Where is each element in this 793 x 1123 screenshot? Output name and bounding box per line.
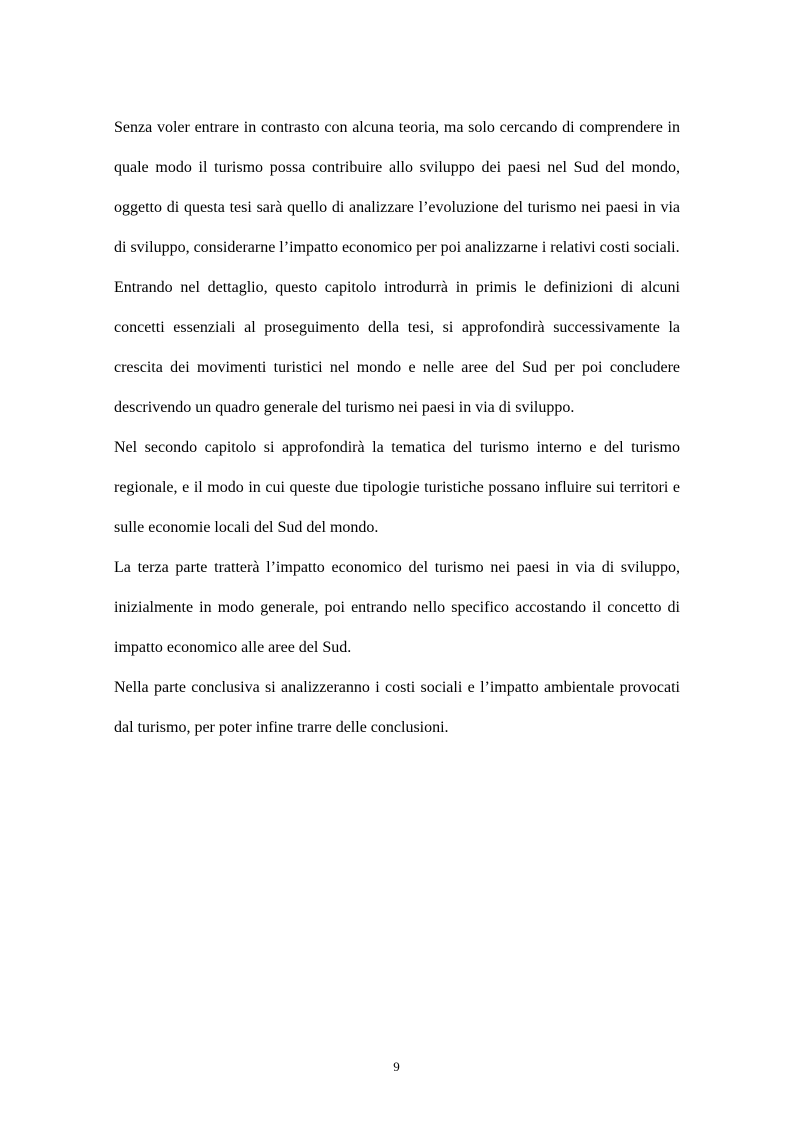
paragraph-chapter-one: Entrando nel dettaglio, questo capitolo introdurrà in primis le definizioni di alcuni concetti essenziali al proseguimento della tesi, si approfondirà successivamente la crescita dei movimenti turistici nel mondo e nelle aree del Sud per poi concludere descrivendo un quadro generale del turismo nei paesi in via di sviluppo. — [114, 279, 680, 416]
body-text — [114, 108, 680, 748]
paragraph-chapter-three: La terza parte tratterà l’impatto economico del turismo nei paesi in via di sviluppo, inizialmente in modo generale, poi entrando nello specifico accostando il concetto di impatto economico alle aree del Sud. — [114, 559, 680, 656]
page-number: 9 — [393, 1059, 400, 1074]
paragraph-intro: Senza voler entrare in contrasto con alcuna teoria, ma solo cercando di comprendere in quale modo il turismo possa contribuire allo sviluppo dei paesi nel Sud del mondo, oggetto di questa tesi sarà quello di analizzare l’evoluzione del turismo nei paesi in via di sviluppo, considerarne l’impatto economico per poi analizzarne i relativi costi sociali. — [114, 119, 680, 256]
paragraph-conclusion: Nella parte conclusiva si analizzeranno i costi sociali e l’impatto ambientale provocati dal turismo, per poter infine trarre delle conclusioni. — [114, 679, 680, 736]
paragraph-chapter-two: Nel secondo capitolo si approfondirà la tematica del turismo interno e del turismo regionale, e il modo in cui queste due tipologie turistiche possano influire sui territori e sulle economie locali del Sud del mondo. — [114, 439, 680, 536]
